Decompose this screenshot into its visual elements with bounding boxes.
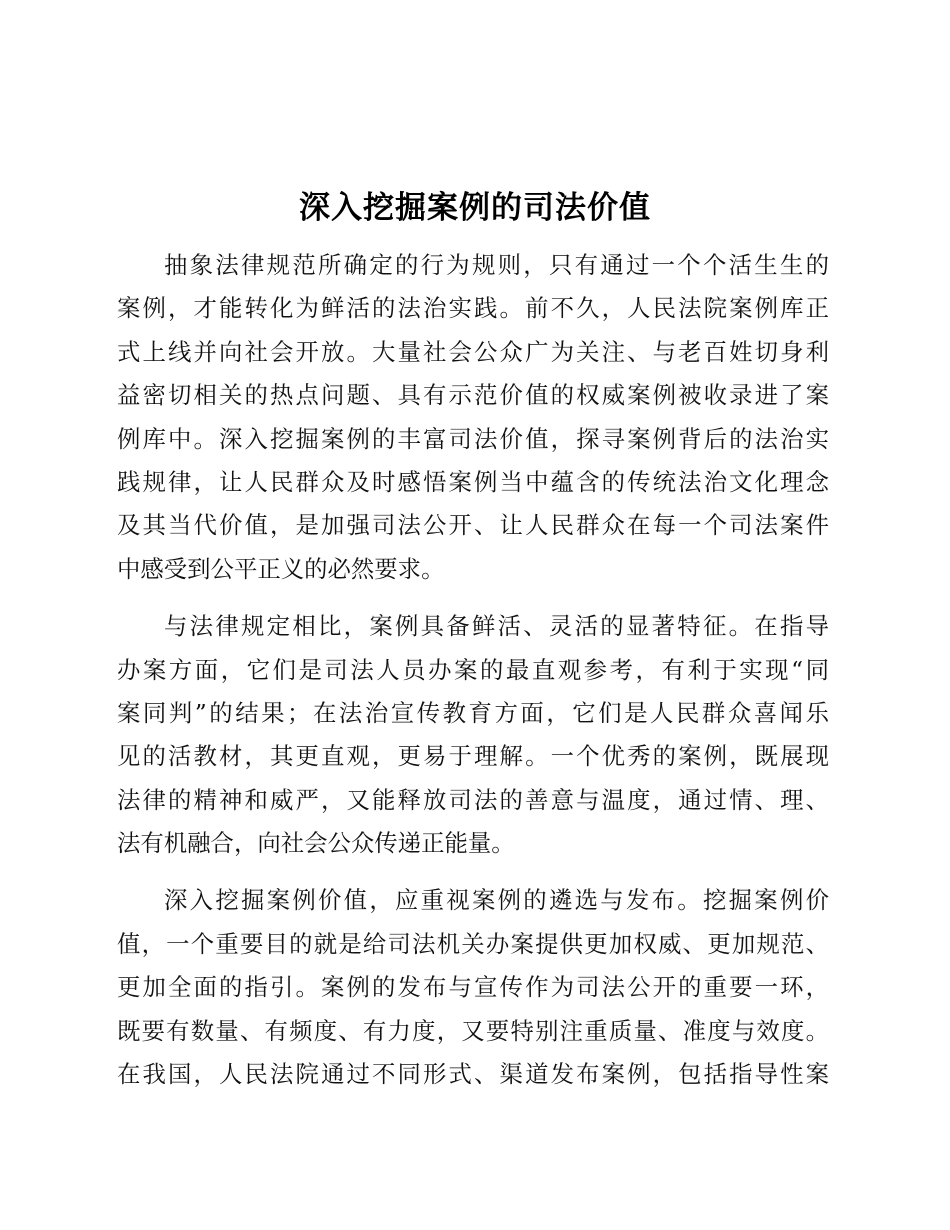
text-line: 值，一个重要目的就是给司法机关办案提供更加权威、更加规范、 xyxy=(117,929,829,958)
text-line: 与法律规定相比，案例具备鲜活、灵活的显著特征。在指导 xyxy=(164,612,829,641)
text-line: 既要有数量、有频度、有力度，又要特别注重质量、准度与效度。 xyxy=(117,1016,829,1045)
text-line: 更加全面的指引。案例的发布与宣传作为司法公开的重要一环， xyxy=(117,973,829,1002)
text-line: 中感受到公平正义的必然要求。 xyxy=(117,554,445,583)
text-line: 案例，才能转化为鲜活的法治实践。前不久，人民法院案例库正 xyxy=(117,294,829,323)
text-line: 在我国，人民法院通过不同形式、渠道发布案例，包括指导性案 xyxy=(117,1060,829,1089)
paragraph-1 xyxy=(117,244,829,591)
paragraph-2 xyxy=(117,605,829,865)
paragraph-3 xyxy=(117,879,829,1096)
text-line: 见的活教材，其更直观，更易于理解。一个优秀的案例，既展现 xyxy=(117,742,829,771)
text-line: 践规律，让人民群众及时感悟案例当中蕴含的传统法治文化理念 xyxy=(117,467,829,496)
text-line: 例库中。深入挖掘案例的丰富司法价值，探寻案例背后的法治实 xyxy=(117,424,829,453)
text-line: 及其当代价值，是加强司法公开、让人民群众在每一个司法案件 xyxy=(117,511,829,540)
text-line: 抽象法律规范所确定的行为规则，只有通过一个个活生生的 xyxy=(164,251,829,279)
text-line: 深入挖掘案例价值，应重视案例的遴选与发布。挖掘案例价 xyxy=(164,886,829,915)
text-line: 益密切相关的热点问题、具有示范价值的权威案例被收录进了案 xyxy=(117,381,829,410)
document-title: 深入挖掘案例的司法价值 xyxy=(299,190,651,226)
text-line: 案同判”的结果；在法治宣传教育方面，它们是人民群众喜闻乐 xyxy=(117,698,829,727)
article-body xyxy=(117,244,829,1110)
text-line: 法有机融合，向社会公众传递正能量。 xyxy=(117,829,515,858)
text-line: 式上线并向社会开放。大量社会公众广为关注、与老百姓切身利 xyxy=(117,337,829,366)
text-line: 法律的精神和威严，又能释放司法的善意与温度，通过情、理、 xyxy=(117,785,829,814)
text-line: 办案方面，它们是司法人员办案的最直观参考，有利于实现“同 xyxy=(117,655,829,684)
